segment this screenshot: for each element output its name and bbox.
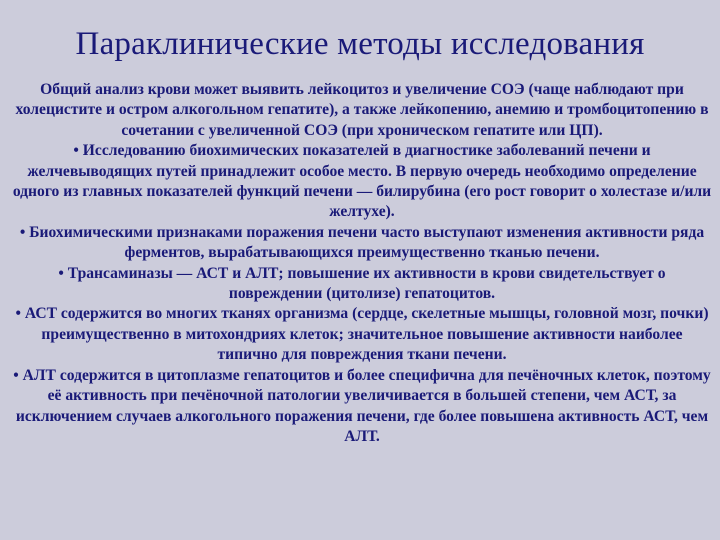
- bullet-marker: •: [15, 305, 21, 323]
- paragraph-ast: [12, 304, 712, 365]
- paragraph-text: Трансаминазы — АСТ и АЛТ; повышение их активности в крови свидетельствует о повреждении (цитолизе) гепатоцитов.: [67, 264, 666, 303]
- paragraph-text: АСТ содержится во многих тканях организма (сердце, скелетные мышцы, головной мозг, почки) преимущественно в митохондриях клеток; значительное повышение активности наиболее типично для повреждения ткани печени.: [24, 305, 709, 364]
- paragraph-text: Общий анализ крови может выявить лейкоцитоз и увеличение СОЭ (чаще наблюдают при холецистите и остром алкогольном гепатите), а также лейкопению, анемию и тромбоцитопению в сочетании с увеличенной СОЭ (при хроническом гепатите или ЦП).: [15, 81, 709, 139]
- paragraph-text: АЛТ содержится в цитоплазме гепатоцитов и более специфична для печёночных клеток, поэтому её активность при печёночной патологии увеличивается в большей степени, чем АСТ, за исключением случаев алкогольного поражения печени, где более повышена активность АСТ, чем АЛТ.: [15, 366, 711, 445]
- paragraph-blood-test: [12, 80, 712, 141]
- bullet-marker: •: [13, 366, 19, 384]
- bullet-marker: •: [19, 223, 26, 241]
- paragraph-biochemistry: [12, 141, 712, 223]
- slide-title: Параклинические методы исследования: [75, 26, 645, 62]
- paragraph-text: Биохимическими признаками поражения печени часто выступают изменения активности ряда ферментов, вырабатывающихся преимущественно тканью печени.: [29, 223, 705, 262]
- paragraph-transaminases: [12, 264, 712, 305]
- paragraph-text: Исследованию биохимических показателей в диагностике заболеваний печени и желчевыводящих путей принадлежит особое место. В первую очередь необходимо определение одного из главных показателей функций печени — билирубина (его рост говорит о холестазе и/или желтухе).: [12, 142, 712, 221]
- paragraph-enzymes: [12, 223, 712, 264]
- bullet-marker: •: [58, 264, 64, 282]
- slide-body: [12, 80, 712, 447]
- paragraph-alt: [12, 366, 712, 448]
- bullet-marker: •: [73, 142, 79, 160]
